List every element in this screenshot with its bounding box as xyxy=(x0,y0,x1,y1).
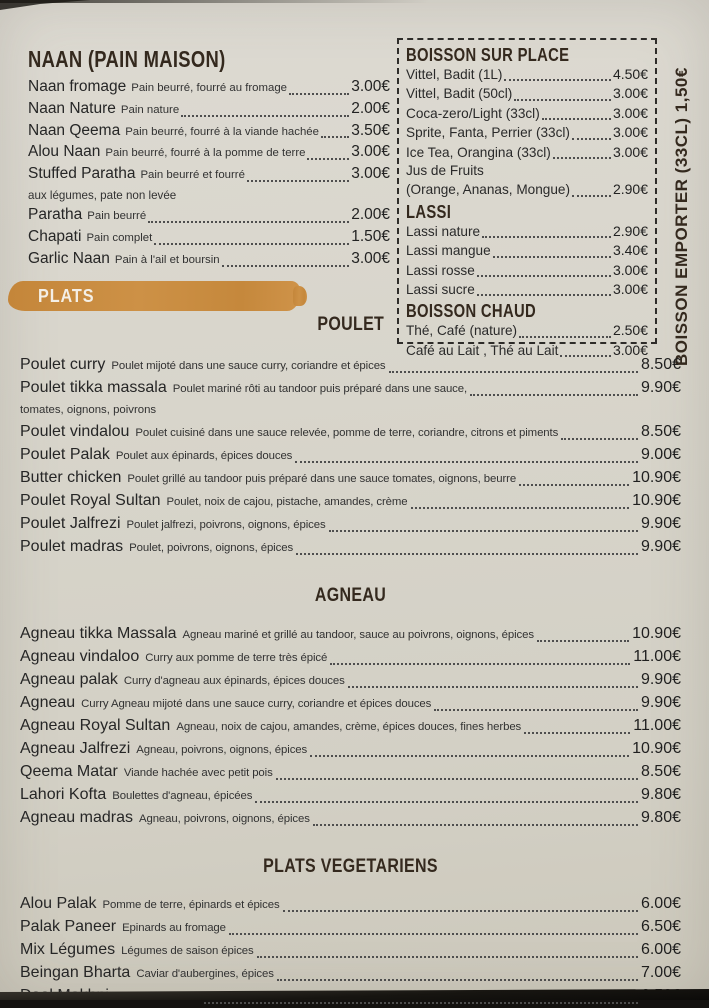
dotted-leader xyxy=(572,138,611,140)
item-price: 2.90€ xyxy=(612,222,648,239)
dotted-leader xyxy=(504,79,610,81)
item-name: Qeema Matar xyxy=(20,763,118,780)
item-name: Vittel, Badit (1L) xyxy=(406,67,503,82)
item-desc: Agneau, poivrons, oignons, épices xyxy=(138,813,310,825)
naan-list xyxy=(28,77,390,271)
naan-title: NAAN (PAIN MAISON) xyxy=(28,46,226,72)
dotted-leader xyxy=(247,180,349,182)
drink-row xyxy=(406,65,648,84)
item-price: 10.90€ xyxy=(632,740,681,757)
drink-row xyxy=(406,162,648,180)
menu-item-row xyxy=(20,738,681,761)
dotted-leader xyxy=(482,236,611,238)
item-desc: Pain beurré, fourré à la viande hachée xyxy=(125,125,319,138)
dotted-leader xyxy=(289,93,349,95)
dotted-leader xyxy=(222,265,350,267)
dotted-leader xyxy=(411,507,630,509)
dotted-leader xyxy=(493,256,611,258)
drink-row xyxy=(406,84,648,103)
item-price: 6.00€ xyxy=(640,895,681,912)
item-name: Coca-zero/Light (33cl) xyxy=(406,105,540,121)
item-name: Mix Légumes xyxy=(20,941,116,958)
item-continuation: aux légumes, pate non levée xyxy=(28,188,177,202)
item-price: 2.00€ xyxy=(351,99,390,117)
item-name: Lassi sucre xyxy=(406,282,475,298)
menu-item-row xyxy=(20,669,681,692)
drinks-on-site-list xyxy=(406,65,648,200)
item-price: 3.00€ xyxy=(351,143,390,161)
item-price: 8.50€ xyxy=(640,763,681,780)
menu-item-row xyxy=(28,164,390,186)
item-price: 10.90€ xyxy=(632,492,681,509)
item-price: 9.90€ xyxy=(640,538,681,555)
naan-section xyxy=(28,46,390,271)
menu-item-row xyxy=(28,121,390,143)
item-name: Agneau madras xyxy=(20,809,133,826)
drink-row xyxy=(406,180,648,199)
item-name: Chapati xyxy=(28,228,82,246)
item-desc: Pain beurré, fourré à la pomme de terre xyxy=(105,147,306,160)
menu-item-row xyxy=(20,807,681,830)
item-desc: Agneau, poivrons, oignons, épices xyxy=(136,744,308,756)
item-price: 9.80€ xyxy=(640,809,681,826)
menu-item-row xyxy=(20,784,681,807)
dotted-leader xyxy=(255,801,638,803)
item-name: Poulet curry xyxy=(20,356,106,373)
dotted-leader xyxy=(181,115,349,117)
menu-item-row xyxy=(20,421,681,444)
lassi-title: LASSI xyxy=(406,200,452,222)
item-name: Jus de Fruits xyxy=(406,163,484,179)
dotted-leader xyxy=(330,663,630,665)
item-desc: Poulet aux épinards, épices douces xyxy=(115,450,293,462)
item-desc: Caviar d'aubergines, épices xyxy=(136,968,274,980)
drinks-on-site-title: BOISSON SUR PLACE xyxy=(406,44,570,65)
item-name: Agneau vindaloo xyxy=(20,648,140,665)
item-name: Lassi nature xyxy=(406,223,481,239)
drink-row xyxy=(406,241,648,260)
agneau-list xyxy=(20,623,681,830)
menu-item-row xyxy=(20,377,681,400)
menu-item-row xyxy=(20,490,681,513)
main-sections xyxy=(20,312,681,1008)
drink-row xyxy=(406,280,648,299)
item-price: 7.00€ xyxy=(640,964,681,981)
dotted-leader xyxy=(295,461,638,463)
item-price: 3.00€ xyxy=(612,104,648,121)
menu-item-row xyxy=(28,77,390,99)
dotted-leader xyxy=(229,933,638,935)
dotted-leader xyxy=(148,221,349,223)
menu-item-row xyxy=(28,205,390,227)
menu-item-row xyxy=(20,513,681,536)
menu-item-row xyxy=(20,444,681,467)
menu-item-row xyxy=(28,142,390,164)
item-price: 3.40€ xyxy=(612,242,648,259)
item-price: 3.00€ xyxy=(351,250,390,268)
dotted-leader xyxy=(434,709,638,711)
dotted-leader xyxy=(561,438,638,440)
item-name: Vittel, Badit (50cl) xyxy=(406,86,513,102)
dotted-leader xyxy=(257,956,638,958)
menu-item-row xyxy=(20,916,681,939)
item-name: Agneau xyxy=(20,694,76,711)
item-desc: Poulet, poivrons, oignons, épices xyxy=(129,542,294,554)
item-continuation: tomates, oignons, poivrons xyxy=(20,404,157,416)
item-desc: Poulet grillé au tandoor puis préparé dans une sauce tomates, oignons, beurre xyxy=(127,473,517,485)
dotted-leader xyxy=(154,243,349,245)
item-name: Garlic Naan xyxy=(28,250,110,268)
menu-item-row xyxy=(20,536,681,559)
item-name: Paratha xyxy=(28,206,83,224)
item-desc: Pain complet xyxy=(86,232,153,245)
item-name: Agneau tikka Massala xyxy=(20,625,177,642)
item-desc: Pain nature xyxy=(120,103,180,116)
item-name: Stuffed Paratha xyxy=(28,165,136,183)
poulet-list xyxy=(20,354,681,559)
dotted-leader xyxy=(514,99,611,101)
item-price: 9.90€ xyxy=(640,515,681,532)
dotted-leader xyxy=(572,195,611,197)
section-heading-agneau: AGNEAU xyxy=(314,584,387,606)
item-desc: Epinards au fromage xyxy=(122,922,226,934)
item-name: Ice Tea, Orangina (33cl) xyxy=(406,144,551,160)
item-price: 9.00€ xyxy=(640,446,681,463)
photo-edge-top xyxy=(0,0,430,3)
item-desc: Pain beurré, fourré au fromage xyxy=(131,82,287,94)
dotted-leader xyxy=(310,755,629,757)
item-name: Lassi rosse xyxy=(406,262,475,278)
item-name: Naan Qeema xyxy=(28,121,121,139)
item-desc: Poulet, noix de cajou, pistache, amandes, crème xyxy=(166,496,408,508)
item-desc: Viande hachée avec petit pois xyxy=(123,767,273,779)
plats-badge xyxy=(8,281,300,311)
item-price: 2.50€ xyxy=(612,322,648,339)
drink-row xyxy=(406,123,648,142)
item-price: 11.00€ xyxy=(633,648,681,665)
dotted-leader xyxy=(321,136,349,138)
drinks-box xyxy=(397,38,657,358)
menu-item-row xyxy=(20,623,681,646)
dotted-leader xyxy=(524,732,630,734)
menu-item-row xyxy=(28,99,390,121)
item-name: (Orange, Ananas, Mongue) xyxy=(406,182,570,198)
drink-row xyxy=(406,143,648,162)
item-name: Naan fromage xyxy=(28,78,127,95)
item-desc: Poulet jalfrezi, poivrons, oignons, épices xyxy=(126,519,326,531)
dotted-leader xyxy=(537,640,629,642)
item-name: Lahori Kofta xyxy=(20,786,107,803)
dotted-leader xyxy=(276,778,638,780)
item-desc: Pomme de terre, épinards et épices xyxy=(102,899,280,911)
item-price: 2.00€ xyxy=(351,206,390,224)
item-price: 9.90€ xyxy=(640,694,681,711)
lassi-list xyxy=(406,222,648,300)
item-name: Naan Nature xyxy=(28,99,116,117)
menu-item-row xyxy=(20,761,681,784)
menu-item-row xyxy=(28,227,390,249)
item-desc: Boulettes d'agneau, épicées xyxy=(112,790,253,802)
item-price: 3.00€ xyxy=(351,78,390,95)
item-price: 3.50€ xyxy=(351,121,390,139)
item-name: Poulet madras xyxy=(20,538,124,555)
item-name: Alou Palak xyxy=(20,895,97,912)
item-price: 1.50€ xyxy=(351,228,390,246)
menu-item-row xyxy=(20,939,681,962)
dotted-leader xyxy=(283,910,638,912)
item-name: Poulet Palak xyxy=(20,446,110,463)
item-price: 2.90€ xyxy=(612,181,648,198)
dotted-leader xyxy=(204,1002,638,1004)
item-name: Café au Lait , Thé au Lait xyxy=(406,342,559,358)
section-heading-poulet: POULET xyxy=(317,313,384,335)
dotted-leader xyxy=(389,371,638,373)
item-desc: Agneau, noix de cajou, amandes, crème, épices douces, fines herbes xyxy=(176,721,522,733)
item-name: Agneau palak xyxy=(20,671,118,688)
item-price: 3.00€ xyxy=(612,341,648,358)
dotted-leader xyxy=(296,553,638,555)
item-name: Beingan Bharta xyxy=(20,964,131,981)
item-name: Poulet vindalou xyxy=(20,423,130,440)
item-name: Sprite, Fanta, Perrier (33cl) xyxy=(406,125,570,141)
item-price: 3.00€ xyxy=(612,261,648,278)
item-price: 6.00€ xyxy=(640,941,681,958)
dotted-leader xyxy=(277,979,638,981)
item-price: 3.00€ xyxy=(612,124,648,141)
takeaway-note: BOISSON EMPORTER (33CL) 1,50€ xyxy=(672,67,691,367)
dotted-leader xyxy=(477,275,611,277)
item-price: 11.00€ xyxy=(633,717,681,734)
menu-item-row xyxy=(20,893,681,916)
item-price: 10.90€ xyxy=(632,469,681,486)
item-price: 9.90€ xyxy=(640,671,681,688)
drink-row xyxy=(406,261,648,280)
item-desc: Pain à l'ail et boursin xyxy=(114,254,220,267)
item-name: Palak Paneer xyxy=(20,918,117,935)
menu-item-row xyxy=(20,354,681,377)
menu-item-row xyxy=(20,467,681,490)
item-desc: Pain beurré xyxy=(87,210,147,223)
dotted-leader xyxy=(553,157,611,159)
item-name: Lassi mangue xyxy=(406,243,491,259)
menu-item-row xyxy=(28,249,390,271)
item-price: 8.50€ xyxy=(640,356,681,373)
plats-badge-label: PLATS xyxy=(38,285,95,306)
item-name: Thé, Café (nature) xyxy=(406,323,518,339)
item-price: 3.00€ xyxy=(351,165,390,183)
hot-drinks-title: BOISSON CHAUD xyxy=(406,300,536,322)
drink-row xyxy=(406,104,648,123)
item-name: Poulet Royal Sultan xyxy=(20,492,161,509)
item-name: Agneau Jalfrezi xyxy=(20,740,131,757)
item-desc: Curry aux pomme de terre très épicé xyxy=(145,652,328,664)
dotted-leader xyxy=(519,484,629,486)
item-price: 9.80€ xyxy=(640,786,681,803)
menu-item-row xyxy=(20,646,681,669)
dotted-leader xyxy=(542,118,611,120)
item-desc: Curry d'agneau aux épinards, épices douces xyxy=(123,675,345,687)
item-price: 6.50€ xyxy=(640,918,681,935)
menu-item-row xyxy=(20,962,681,985)
item-price: 4.50€ xyxy=(612,66,648,82)
dotted-leader xyxy=(313,824,638,826)
item-price: 3.00€ xyxy=(612,281,648,298)
dotted-leader xyxy=(470,394,638,396)
dotted-leader xyxy=(307,158,349,160)
item-price: 3.00€ xyxy=(612,143,648,160)
menu-item-row xyxy=(20,692,681,715)
menu-item-row xyxy=(20,715,681,738)
item-desc: Poulet cuisiné dans une sauce relevée, pomme de terre, coriandre, citrons et piments xyxy=(135,427,559,439)
dotted-leader xyxy=(477,294,611,296)
item-desc: Poulet mijoté dans une sauce curry, coriandre et épices xyxy=(111,360,386,372)
item-name: Butter chicken xyxy=(20,469,122,486)
item-desc: Légumes de saison épices xyxy=(121,945,254,957)
item-name: Agneau Royal Sultan xyxy=(20,717,171,734)
item-price: 9.90€ xyxy=(640,379,681,396)
dotted-leader xyxy=(348,686,638,688)
item-price: 8.50€ xyxy=(640,423,681,440)
item-desc: Poulet mariné rôti au tandoor puis préparé dans une sauce, xyxy=(172,383,468,395)
item-name: Poulet Jalfrezi xyxy=(20,515,121,532)
section-heading-vegetarien: PLATS VEGETARIENS xyxy=(263,855,438,877)
item-desc: Pain beurré et fourré xyxy=(140,169,245,182)
item-name: Poulet tikka massala xyxy=(20,379,167,396)
item-desc: Agneau mariné et grillé au tandoor, sauce au poivrons, oignons, épices xyxy=(182,629,534,641)
drink-row xyxy=(406,222,648,241)
item-price: 10.90€ xyxy=(632,625,681,642)
item-desc: Curry Agneau mijoté dans une sauce curry, coriandre et épices douces xyxy=(81,698,432,710)
dotted-leader xyxy=(329,530,638,532)
item-price: 3.00€ xyxy=(612,85,648,102)
item-name: Alou Naan xyxy=(28,143,101,161)
